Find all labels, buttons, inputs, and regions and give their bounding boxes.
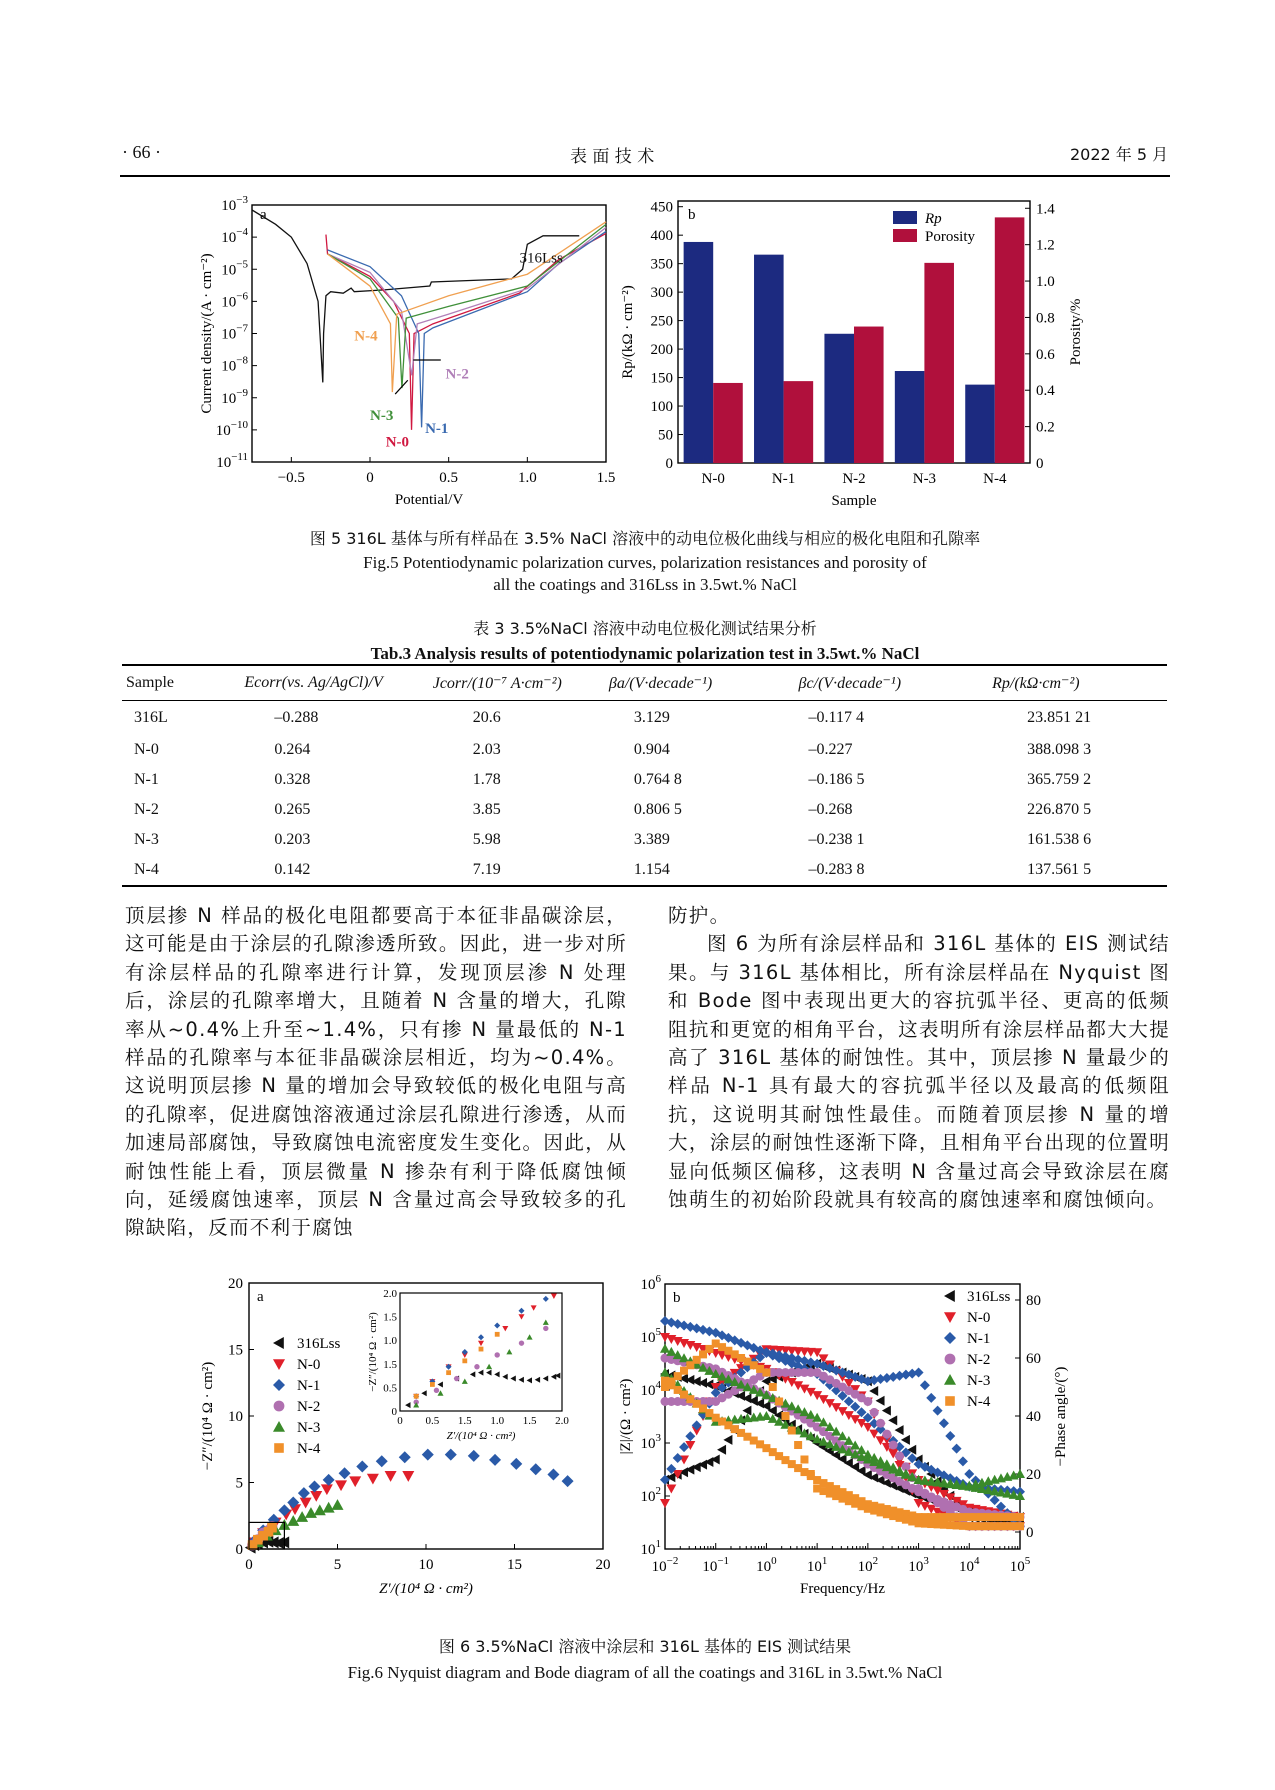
- phase-point-n-4: [762, 1369, 770, 1377]
- y2-tick-label: 1.4: [1036, 201, 1055, 218]
- y-tick-label: $10^{-7}$: [221, 322, 248, 343]
- phase-point-316lss: [742, 1406, 751, 1416]
- y-tick-label: 20: [228, 1276, 243, 1292]
- x-tick-label: 1.0: [517, 470, 537, 486]
- table-cell: 0.328: [274, 770, 311, 788]
- y-tick-label: $10^6$: [640, 1273, 661, 1293]
- data-point-n-1: [399, 1451, 411, 1463]
- data-point-n-0: [349, 1476, 361, 1487]
- table-cell: –0.288: [274, 708, 319, 726]
- table-cell: 0.265: [274, 800, 311, 818]
- table-cell: 0.264: [274, 740, 311, 758]
- x-tick-label: 20: [595, 1557, 611, 1573]
- phase-point-316lss: [869, 1386, 878, 1396]
- y-axis-label: |Z|/(Ω · cm²): [618, 1378, 634, 1455]
- phase-point-n-1: [945, 1431, 955, 1441]
- x-tick-label: 0.5: [439, 470, 459, 486]
- y-tick-label: $10^{-8}$: [221, 354, 248, 375]
- legend-label: N-4: [297, 1441, 321, 1457]
- column-header: Jcorr/(10⁻⁷ A·cm⁻²): [432, 675, 562, 692]
- panel-label: a: [257, 1289, 264, 1305]
- data-point-n-1: [445, 1449, 457, 1461]
- body-right-column: [668, 902, 1170, 1214]
- table-cell: 0.203: [274, 830, 311, 848]
- curve-label: N-0: [385, 434, 410, 451]
- y-tick-label: $10^2$: [640, 1485, 661, 1505]
- table-row: [122, 735, 1167, 765]
- legend-label: N-3: [967, 1373, 991, 1389]
- y2-tick-label: 80: [1026, 1293, 1041, 1309]
- data-point-n-3: [332, 1499, 344, 1510]
- y-tick-label: 250: [650, 313, 673, 330]
- y-tick-label: $10^{-6}$: [221, 290, 248, 311]
- inset-point-n-2: [519, 1340, 524, 1345]
- inset-y-axis-label: −Z″/(10⁴ Ω · cm²): [367, 1312, 379, 1392]
- bar-rp: [684, 242, 714, 463]
- phase-point-n-1: [933, 1406, 943, 1416]
- table-header-row: [122, 665, 1167, 701]
- x-tick-label: −0.5: [277, 470, 305, 486]
- x-tick-label: $10^4$: [959, 1555, 980, 1575]
- bar-rp: [824, 334, 854, 463]
- y-tick-label: $10^1$: [640, 1538, 661, 1558]
- y-tick-label: 15: [228, 1342, 243, 1359]
- data-point-n-0: [335, 1480, 347, 1491]
- x-tick-label: N-4: [983, 471, 1007, 487]
- x-tick-label: $10^{-1}$: [702, 1555, 730, 1575]
- column-header: Ecorr(vs. Ag/AgCl)/V: [244, 674, 383, 691]
- legend-label: 316Lss: [297, 1336, 341, 1352]
- x-tick-label: $10^5$: [1009, 1555, 1031, 1575]
- table-cell: 3.85: [472, 800, 501, 818]
- table-cell: –0.283 8: [808, 860, 865, 878]
- data-point-n-0: [402, 1471, 414, 1482]
- inset-point-n-4: [430, 1382, 435, 1387]
- table-cell: N-0: [134, 740, 159, 758]
- table-cell: 316L: [134, 708, 168, 726]
- data-point-n-3: [314, 1504, 326, 1515]
- phase-point-n-1: [964, 1469, 974, 1479]
- inset-y-tick-label: 1.5: [383, 1358, 397, 1371]
- curve-label: N-3: [370, 408, 394, 425]
- phase-point-n-1: [990, 1495, 1000, 1505]
- y2-tick-label: 0: [1036, 456, 1044, 472]
- y-tick-label: $10^{-9}$: [221, 386, 248, 407]
- table-cell: 226.870 5: [1027, 800, 1092, 818]
- y2-tick-label: 0.4: [1036, 383, 1055, 400]
- table-cell: –0.227: [808, 740, 853, 758]
- x-tick-label: 5: [333, 1557, 342, 1573]
- y-axis-label: Rp/(kΩ · cm⁻²): [620, 285, 636, 379]
- table-cell: 0.904: [633, 740, 670, 758]
- phase-point-n-3: [761, 1411, 771, 1420]
- legend-marker: [945, 1354, 956, 1365]
- y2-axis-label: Porosity/%: [1068, 298, 1084, 366]
- data-point-n-3: [323, 1502, 335, 1513]
- phase-point-316lss: [882, 1406, 891, 1416]
- body-left-column: [125, 902, 627, 1243]
- table-cell: 1.154: [633, 860, 670, 878]
- table-cell: 1.78: [472, 770, 501, 788]
- legend-label: N-1: [967, 1331, 991, 1347]
- phase-point-n-0: [666, 1485, 676, 1494]
- table-cell: –0.186 5: [808, 770, 865, 788]
- bar-rp: [895, 371, 925, 463]
- y2-tick-label: 40: [1026, 1409, 1041, 1425]
- x-tick-label: $10^{-2}$: [651, 1555, 679, 1575]
- fig5-caption-en-2: all the coatings and 316Lss in 3.5wt.% NaCl: [493, 575, 797, 594]
- x-tick-label: N-3: [912, 471, 937, 487]
- inset-point-n-4: [446, 1370, 451, 1375]
- curve-label: N-2: [445, 366, 469, 383]
- data-point-n-1: [562, 1475, 574, 1487]
- page-number: · 66 ·: [122, 142, 161, 162]
- table-cell: N-4: [134, 860, 159, 878]
- legend-label: 316Lss: [967, 1289, 1011, 1305]
- table-cell: 0.806 5: [633, 800, 682, 818]
- phase-point-n-4: [788, 1427, 796, 1435]
- phase-point-n-4: [781, 1412, 789, 1420]
- x-tick-label: $10^3$: [908, 1555, 929, 1575]
- x-tick-label: 15: [507, 1557, 522, 1573]
- x-tick-label: $10^0$: [756, 1555, 777, 1575]
- x-tick-label: N-0: [701, 471, 725, 487]
- x-tick-label: $10^1$: [806, 1555, 828, 1575]
- legend-label: N-3: [297, 1420, 321, 1436]
- phase-point-n-4: [794, 1441, 802, 1449]
- inset-point-n-4: [479, 1347, 484, 1352]
- fig5-caption-cn: 图 5 316L 基体与所有样品在 3.5% NaCl 溶液中的动电位极化曲线与相应的极化电阻和孔隙率: [309, 529, 981, 548]
- y-tick-label: $10^{-4}$: [221, 226, 248, 247]
- table-row: [122, 795, 1167, 825]
- legend-marker: [274, 1401, 285, 1412]
- phase-point-n-1: [920, 1380, 930, 1390]
- bar-rp: [965, 385, 995, 463]
- legend-marker: [273, 1379, 285, 1391]
- legend-marker: [944, 1312, 956, 1323]
- bode-chart: [618, 1273, 1100, 1618]
- phase-point-316lss: [888, 1415, 897, 1425]
- legend-label: Porosity: [925, 229, 976, 245]
- inset-y-tick-label: 1.0: [383, 1335, 397, 1348]
- panel-label: b: [673, 1290, 681, 1306]
- phase-point-316lss: [723, 1435, 732, 1445]
- y2-tick-label: 1.0: [1036, 274, 1055, 291]
- phase-point-n-4: [769, 1383, 777, 1391]
- phase-point-n-4: [800, 1456, 808, 1464]
- table-cell: 3.389: [633, 830, 670, 848]
- table-cell: N-1: [134, 770, 159, 788]
- inset-y-tick-label: 1.5: [383, 1311, 397, 1324]
- y2-axis-label: −Phase angle/(°): [1053, 1366, 1069, 1467]
- y-tick-label: 150: [650, 370, 673, 387]
- inset-x-tick-label: 0.5: [425, 1415, 440, 1427]
- table-row: [122, 765, 1167, 795]
- panel-label: b: [688, 207, 696, 223]
- table-cell: N-3: [134, 830, 159, 848]
- curve-316lss: [252, 210, 579, 382]
- table-cell: 161.538 6: [1027, 830, 1092, 848]
- phase-point-n-1: [914, 1368, 924, 1378]
- inset-x-tick-label: 2.0: [555, 1415, 569, 1427]
- x-axis-label: Sample: [831, 493, 877, 509]
- legend-marker: [273, 1359, 285, 1370]
- legend-marker: [945, 1396, 955, 1406]
- fig5-caption-en-1: Fig.5 Potentiodynamic polarization curves, polarization resistances and porosity of: [363, 553, 927, 572]
- y2-tick-label: 20: [1026, 1467, 1041, 1483]
- inset-x-tick-label: 1.5: [522, 1415, 537, 1427]
- legend-label: N-2: [297, 1399, 321, 1415]
- phase-point-n-2: [882, 1430, 891, 1439]
- y-tick-label: 350: [650, 256, 673, 273]
- legend-marker: [273, 1337, 284, 1349]
- y-tick-label: $10^{-11}$: [216, 451, 248, 471]
- table-cell: 365.759 2: [1027, 770, 1092, 788]
- legend-label: Rp: [925, 211, 942, 227]
- column-header: Sample: [126, 674, 174, 691]
- y-axis-label: Current density/(A · cm⁻²): [199, 253, 215, 414]
- data-point-n-0: [367, 1474, 379, 1485]
- phase-point-n-1: [952, 1444, 962, 1454]
- y-tick-label: $10^{-5}$: [221, 258, 248, 279]
- modulus-point-n-4: [1016, 1513, 1024, 1521]
- data-point-n-1: [356, 1461, 368, 1473]
- data-point-n-1: [547, 1469, 559, 1481]
- curve-label: N-1: [425, 420, 449, 437]
- bar-rp: [754, 255, 784, 463]
- data-point-n-1: [489, 1454, 501, 1466]
- legend-marker: [273, 1421, 285, 1432]
- column-header: βa/(V·decade⁻¹): [608, 675, 713, 692]
- phase-point-316lss: [876, 1396, 885, 1406]
- inset-x-tick-label: 1.5: [457, 1415, 472, 1427]
- inset-point-n-4: [495, 1332, 500, 1337]
- x-tick-label: N-2: [842, 471, 866, 487]
- legend-marker: [944, 1290, 955, 1302]
- inset-x-tick-label: 1.0: [490, 1415, 505, 1427]
- legend-label: N-0: [967, 1310, 991, 1326]
- table-row: [122, 855, 1167, 886]
- y-tick-label: 0: [665, 456, 673, 472]
- table-cell: 0.764 8: [633, 770, 682, 788]
- table-cell: 2.03: [472, 740, 501, 758]
- table-cell: 5.98: [472, 830, 501, 848]
- polarization-curves-chart: [197, 194, 620, 517]
- y-tick-label: $10^3$: [640, 1432, 661, 1452]
- data-point-n-1: [468, 1450, 480, 1462]
- fig6-caption-en: Fig.6 Nyquist diagram and Bode diagram of all the coatings and 316L in 3.5wt.% NaCl: [347, 1663, 943, 1682]
- inset-y-tick-label: 0.5: [383, 1382, 397, 1395]
- x-tick-label: 1.5: [596, 470, 616, 486]
- y-tick-label: 50: [658, 427, 673, 444]
- table-cell: 23.851 21: [1027, 708, 1092, 726]
- data-point-n-1: [298, 1487, 310, 1499]
- table-cell: N-2: [134, 800, 159, 818]
- data-point-n-3: [305, 1507, 317, 1518]
- y-tick-label: 450: [650, 199, 673, 216]
- table-cell: –0.268: [808, 800, 853, 818]
- phase-point-n-1: [939, 1418, 949, 1428]
- legend-marker: [274, 1443, 284, 1453]
- legend-label: N-1: [297, 1378, 321, 1394]
- x-tick-label: 0: [366, 470, 374, 486]
- data-point-n-1: [422, 1449, 434, 1461]
- inset-x-axis-label: Z′/(10⁴ Ω · cm²): [446, 1430, 516, 1442]
- y2-tick-label: 1.2: [1036, 237, 1055, 254]
- table-cell: –0.117 4: [808, 708, 864, 726]
- inset-point-n-2: [495, 1352, 500, 1357]
- y-tick-label: $10^{-3}$: [221, 194, 248, 214]
- column-header: Rp/(kΩ·cm⁻²): [992, 675, 1080, 692]
- inset-y-tick-label: 0: [391, 1406, 397, 1418]
- y-axis-label: −Z″/(10⁴ Ω · cm²): [200, 1361, 216, 1471]
- table3-title-en: Tab.3 Analysis results of potentiodynamic polarization test in 3.5wt.% NaCl: [370, 644, 920, 663]
- curve-label: N-4: [354, 328, 378, 345]
- table3: [122, 664, 1167, 887]
- y-tick-label: 100: [650, 399, 673, 416]
- inset-point-n-4: [462, 1358, 467, 1363]
- phase-point-n-2: [895, 1451, 904, 1460]
- data-point-n-1: [510, 1458, 522, 1470]
- fig6-caption-cn: 图 6 3.5%NaCl 溶液中涂层和 316L 基体的 EIS 测试结果: [438, 1637, 852, 1656]
- legend-marker: [944, 1374, 956, 1385]
- curve-label: 316Lss: [519, 250, 563, 267]
- y2-tick-label: 0: [1026, 1525, 1034, 1541]
- legend-swatch: [893, 211, 917, 224]
- modulus-point-n-3: [660, 1344, 670, 1353]
- column-header: βc/(V·decade⁻¹): [798, 675, 902, 692]
- phase-point-n-1: [958, 1456, 968, 1466]
- y-tick-label: 5: [235, 1475, 243, 1492]
- phase-point-n-4: [775, 1398, 783, 1406]
- legend-label: N-2: [967, 1352, 991, 1368]
- data-point-n-1: [376, 1455, 388, 1467]
- y-tick-label: $10^4$: [640, 1379, 661, 1399]
- y-tick-label: 200: [650, 342, 673, 359]
- bar-porosity: [713, 383, 743, 463]
- x-axis-label: Frequency/Hz: [800, 1581, 885, 1597]
- legend-label: N-0: [297, 1357, 321, 1373]
- inset-point-n-2: [543, 1326, 548, 1331]
- x-tick-label: N-1: [771, 471, 796, 487]
- phase-point-316lss: [901, 1435, 910, 1445]
- phase-point-n-4: [1016, 1522, 1024, 1530]
- x-tick-label: 0: [245, 1557, 253, 1573]
- phase-point-n-2: [863, 1397, 872, 1406]
- legend-label: N-4: [967, 1394, 991, 1410]
- phase-point-316lss: [895, 1425, 904, 1435]
- bar-porosity: [924, 263, 954, 463]
- inset-point-n-2: [474, 1364, 479, 1369]
- paragraph: 图 6 为所有涂层样品和 316L 基体的 EIS 测试结果。与 316L 基体相比，所有涂层样品在 Nyquist 图和 Bode 图中表现出更大的容抗弧半径、更高的低频阻抗和更宽的相角平台，这表明所有涂层样品都大大提高了 316L 基体的耐蚀性。其中，顶层掺 N 量最少的样品 N-1 具有最大的容抗弧半径以及最高的低频阻抗，这说明其耐蚀性最佳。而随着顶层掺 N 量的增大，涂层的耐蚀性逐渐下降，且相角平台出现的位置明显向低频区偏移，这表明 N 含量过高会导致涂层在腐蚀萌生的初始阶段就具有较高的腐蚀速率和腐蚀倾向。: [668, 932, 1170, 1212]
- phase-point-n-2: [870, 1408, 879, 1417]
- y2-tick-label: 0.2: [1036, 419, 1055, 436]
- panel-label: a: [260, 207, 267, 223]
- x-axis-label: Potential/V: [394, 492, 464, 508]
- phase-point-n-1: [673, 1453, 683, 1463]
- inset-point-n-4: [414, 1394, 419, 1399]
- table-cell: 388.098 3: [1027, 740, 1092, 758]
- table-cell: 137.561 5: [1027, 860, 1092, 878]
- x-axis-label: Z′/(10⁴ Ω · cm²): [379, 1581, 473, 1597]
- data-point-n-1: [339, 1467, 351, 1479]
- bar-porosity: [854, 327, 884, 463]
- data-point-n-1: [308, 1480, 320, 1492]
- y2-tick-label: 60: [1026, 1351, 1041, 1367]
- data-point-n-1: [323, 1474, 335, 1486]
- y-tick-label: 0: [235, 1542, 243, 1558]
- data-point-n-0: [385, 1471, 397, 1482]
- y-tick-label: 10: [228, 1409, 243, 1425]
- y2-tick-label: 0.8: [1036, 310, 1055, 327]
- phase-point-n-1: [926, 1393, 936, 1403]
- legend-swatch: [893, 229, 917, 242]
- phase-point-n-0: [660, 1499, 670, 1508]
- y-tick-label: $10^5$: [640, 1326, 661, 1346]
- bar-porosity: [995, 217, 1025, 463]
- table-cell: 3.129: [633, 708, 670, 726]
- phase-point-n-2: [876, 1419, 885, 1428]
- table3-title-cn: 表 3 3.5%NaCl 溶液中动电位极化测试结果分析: [473, 619, 817, 638]
- phase-point-316lss: [717, 1445, 726, 1455]
- y2-tick-label: 0.6: [1036, 346, 1055, 363]
- inset-point-n-2: [434, 1388, 439, 1393]
- data-point-n-0: [321, 1484, 333, 1495]
- phase-point-n-4: [807, 1470, 815, 1478]
- table-cell: 20.6: [472, 708, 501, 726]
- y-tick-label: 300: [650, 285, 673, 302]
- y-tick-label: 400: [650, 228, 673, 245]
- data-point-n-4: [267, 1523, 277, 1533]
- data-point-n-1: [530, 1463, 542, 1475]
- paragraph: 顶层掺 N 样品的极化电阻都要高于本征非晶碳涂层，这可能是由于涂层的孔隙渗透所致。因此，进一步对所有涂层样品的孔隙率进行计算，发现顶层渗 N 处理后，涂层的孔隙率增大，且随着 N 含量的增大，孔隙率从~0.4%上升至~1.4%，只有掺 N 量最低的 N-1 样品的孔隙率与本征非晶碳涂层相近，均为~0.4%。这说明顶层掺 N 量的增加会导致较低的极化电阻与高的孔隙率，促进腐蚀溶液通过涂层孔隙进行渗透，从而加速局部腐蚀，导致腐蚀电流密度发生变化。因此，从耐蚀性能上看，顶层微量 N 掺杂有利于降低腐蚀倾向，延缓腐蚀速率，顶层 N 含量过高会导致较多的孔隙缺陷，反而不利于腐蚀: [125, 904, 627, 1240]
- inset-y-tick-label: 2.0: [383, 1288, 397, 1300]
- rp-porosity-bar-chart: [620, 197, 1100, 517]
- table-cell: 0.142: [274, 860, 311, 878]
- nyquist-chart: [200, 1278, 640, 1618]
- phase-point-n-2: [889, 1441, 898, 1450]
- x-tick-label: 10: [418, 1557, 434, 1573]
- inset-point-n-2: [454, 1376, 459, 1381]
- table-row: [122, 701, 1167, 735]
- table-row: [122, 825, 1167, 855]
- journal-title: 表 面 技 术: [570, 147, 655, 167]
- table-cell: 7.19: [472, 860, 501, 878]
- table-cell: –0.238 1: [808, 830, 865, 848]
- data-point-n-0: [300, 1498, 312, 1509]
- bar-porosity: [784, 381, 814, 463]
- paragraph: 防护。: [668, 904, 731, 927]
- header-rule: [120, 175, 1170, 177]
- y-tick-label: $10^{-10}$: [215, 418, 248, 439]
- inset-x-tick-label: 0: [397, 1415, 403, 1427]
- phase-point-n-1: [685, 1431, 695, 1441]
- x-tick-label: $10^2$: [857, 1555, 879, 1575]
- modulus-point-n-1: [907, 1453, 917, 1463]
- data-point-n-0: [310, 1491, 322, 1502]
- legend-marker: [944, 1332, 956, 1344]
- issue-date: 2022 年 5 月: [1070, 145, 1169, 164]
